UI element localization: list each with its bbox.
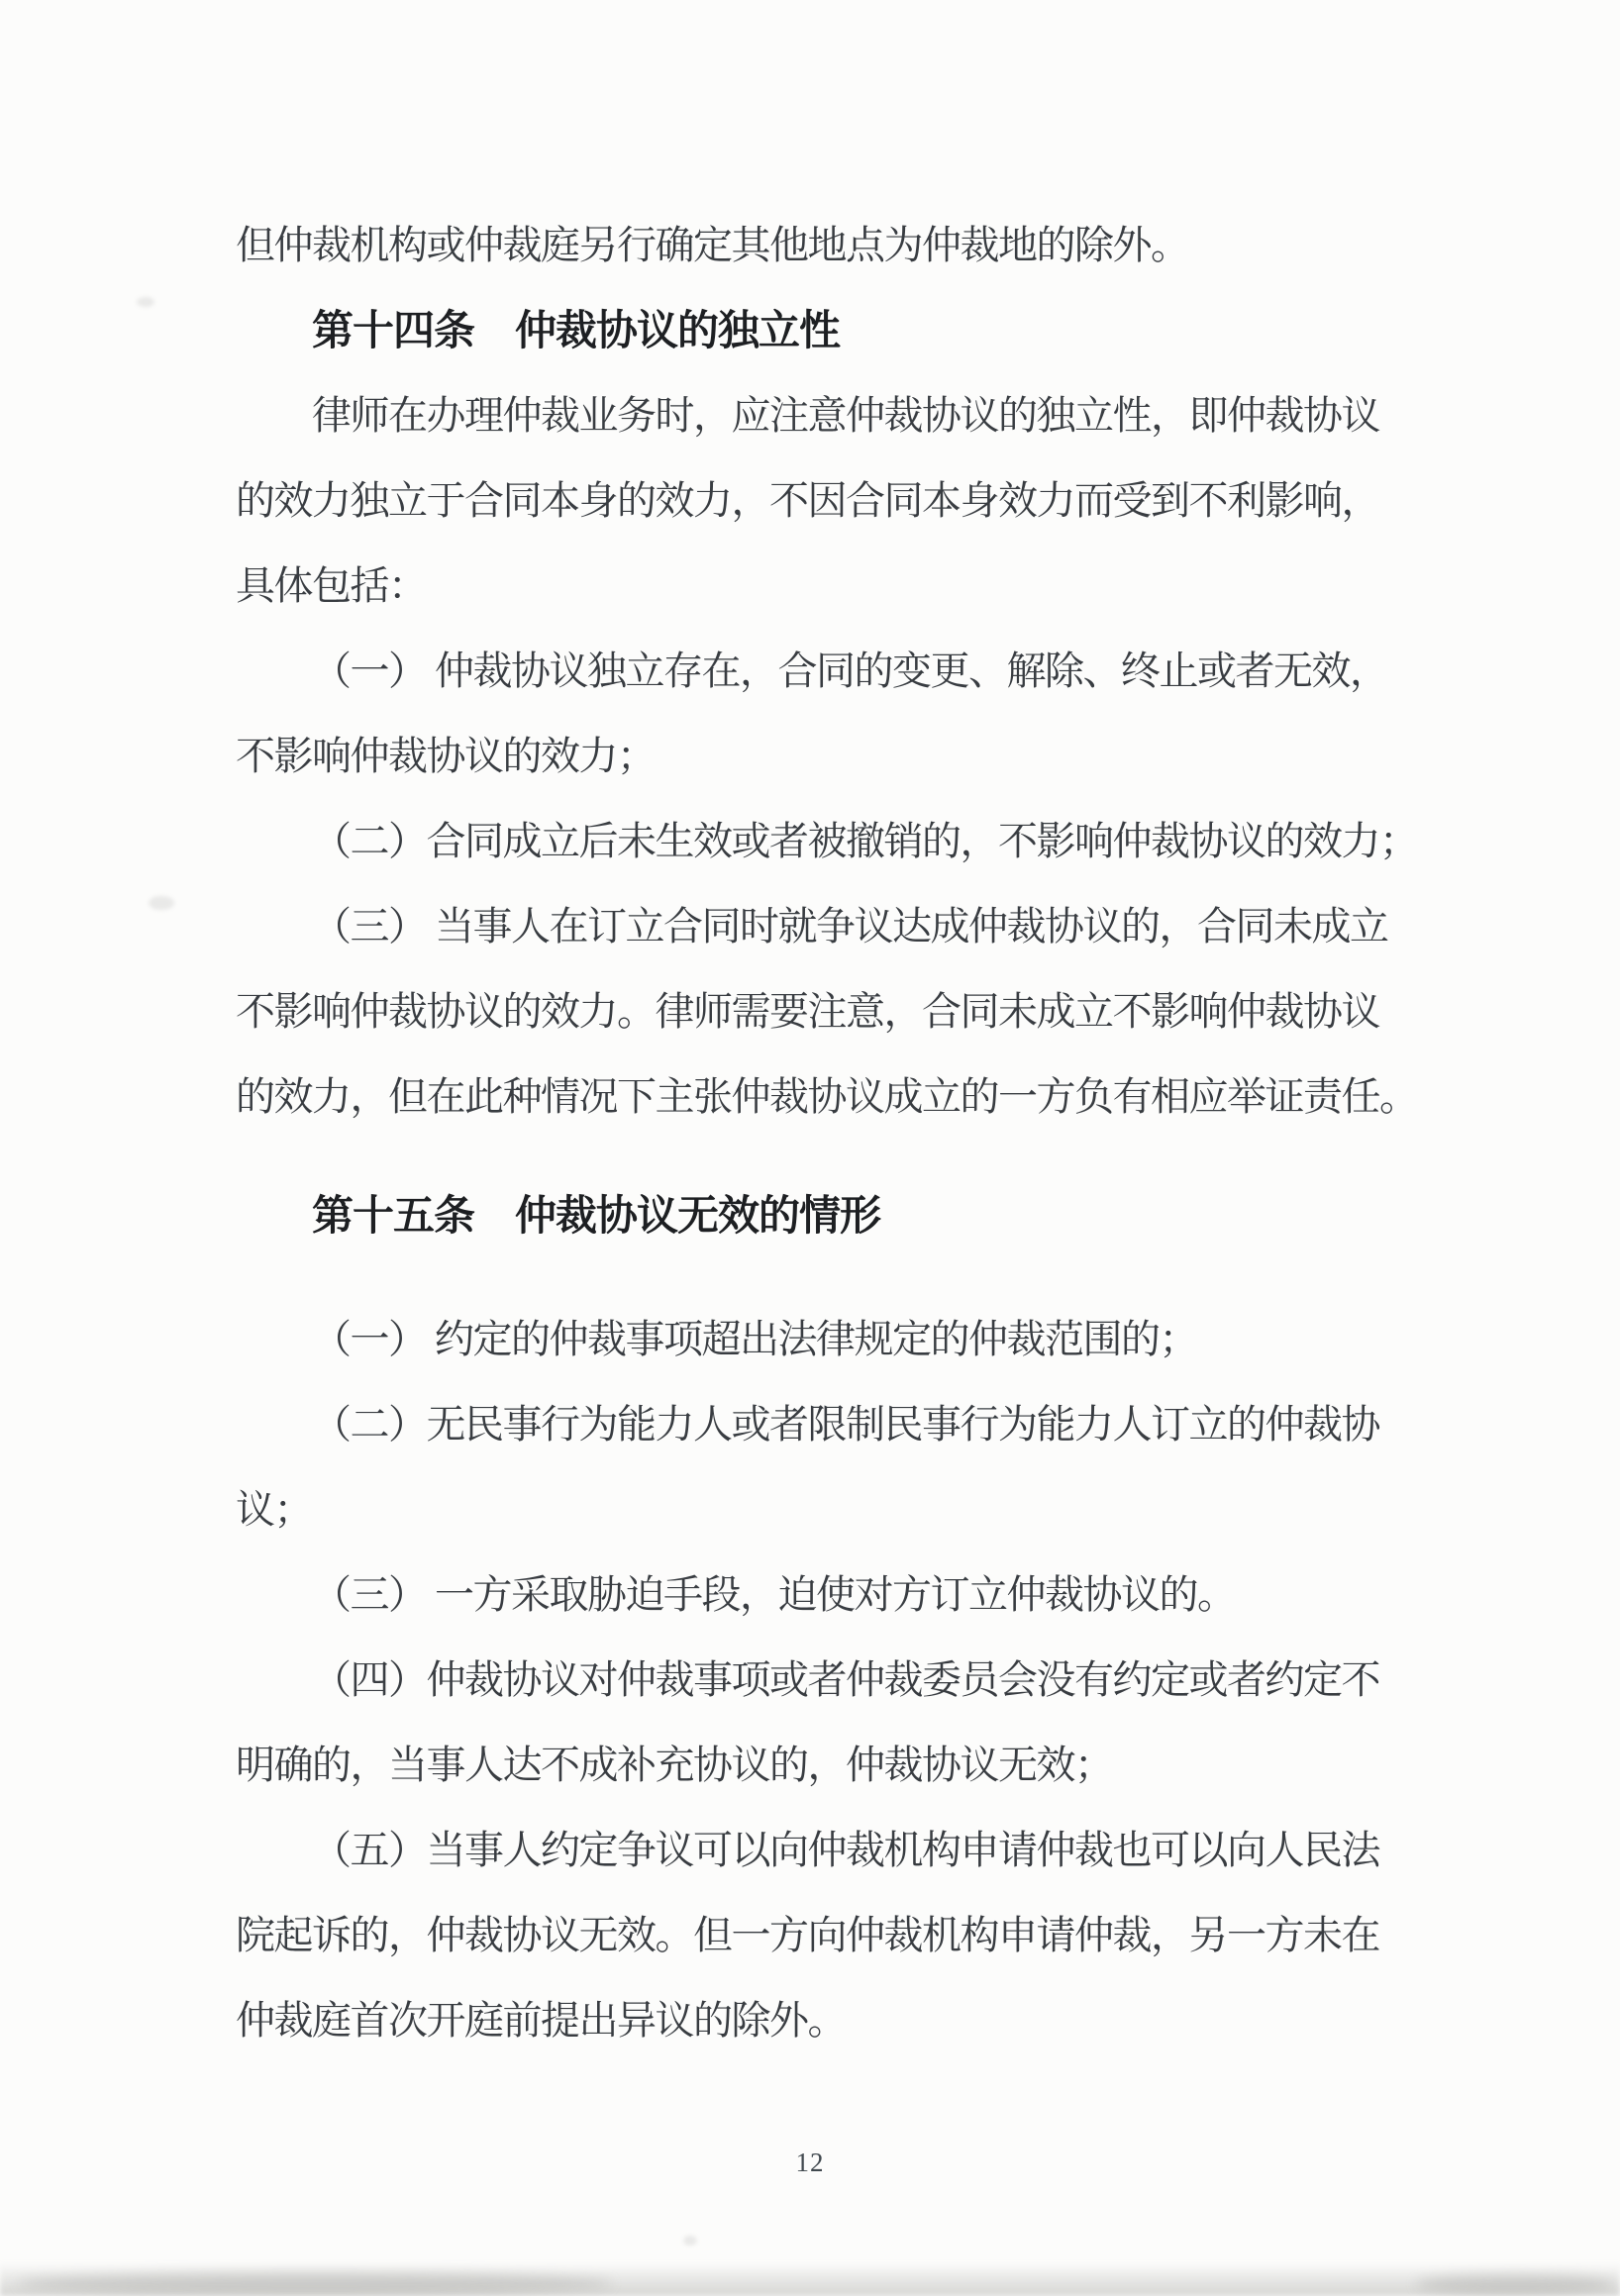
- text-line: （一） 仲裁协议独立存在，合同的变更、解除、终止或者无效，: [312, 649, 1388, 693]
- text-line: 律师在办理仲裁业务时，应注意仲裁协议的独立性，即仲裁协议: [312, 393, 1379, 438]
- text-line: （二）合同成立后未生效或者被撤销的，不影响仲裁协议的效力；: [312, 819, 1418, 863]
- scan-artifact: [683, 2236, 697, 2246]
- scan-artifact: [1416, 2274, 1614, 2294]
- scan-artifact: [137, 297, 154, 307]
- text-line: 具体包括：: [236, 563, 427, 608]
- text-line: （三） 一方采取胁迫手段，迫使对方订立仲裁协议的。: [312, 1572, 1236, 1617]
- text-line: 不影响仲裁协议的效力。律师需要注意，合同未成立不影响仲裁协议: [236, 989, 1379, 1034]
- text-line: 但仲裁机构或仲裁庭另行确定其他地点为仲裁地的除外。: [236, 223, 1189, 267]
- text-line: 院起诉的，仲裁协议无效。但一方向仲裁机构申请仲裁，另一方未在: [236, 1913, 1379, 1957]
- text-line: 不影响仲裁协议的效力；: [236, 734, 656, 778]
- scan-artifact: [18, 2272, 612, 2294]
- text-line: 的效力，但在此种情况下主张仲裁协议成立的一方负有相应举证责任。: [236, 1074, 1418, 1119]
- text-line: 议；: [236, 1487, 312, 1532]
- page-number: 12: [795, 2147, 825, 2177]
- article-14-heading: 第十四条 仲裁协议的独立性: [312, 307, 841, 353]
- text-line: 明确的，当事人达不成补充协议的，仲裁协议无效；: [236, 1743, 1113, 1787]
- text-line: 的效力独立于合同本身的效力，不因合同本身效力而受到不利影响，: [236, 478, 1379, 523]
- text-line: 仲裁庭首次开庭前提出异议的除外。: [236, 1998, 846, 2043]
- article-15-heading: 第十五条 仲裁协议无效的情形: [312, 1192, 881, 1239]
- scan-artifact: [149, 896, 174, 910]
- text-line: （三） 当事人在订立合同时就争议达成仲裁协议的，合同未成立: [312, 904, 1388, 948]
- document-body: [236, 203, 1418, 2063]
- text-line: （四）仲裁协议对仲裁事项或者仲裁委员会没有约定或者约定不: [312, 1657, 1379, 1702]
- text-line: （一） 约定的仲裁事项超出法律规定的仲裁范围的；: [312, 1317, 1197, 1361]
- text-line: （五）当事人约定争议可以向仲裁机构申请仲裁也可以向人民法: [312, 1828, 1379, 1872]
- text-line: （二）无民事行为能力人或者限制民事行为能力人订立的仲裁协: [312, 1402, 1379, 1447]
